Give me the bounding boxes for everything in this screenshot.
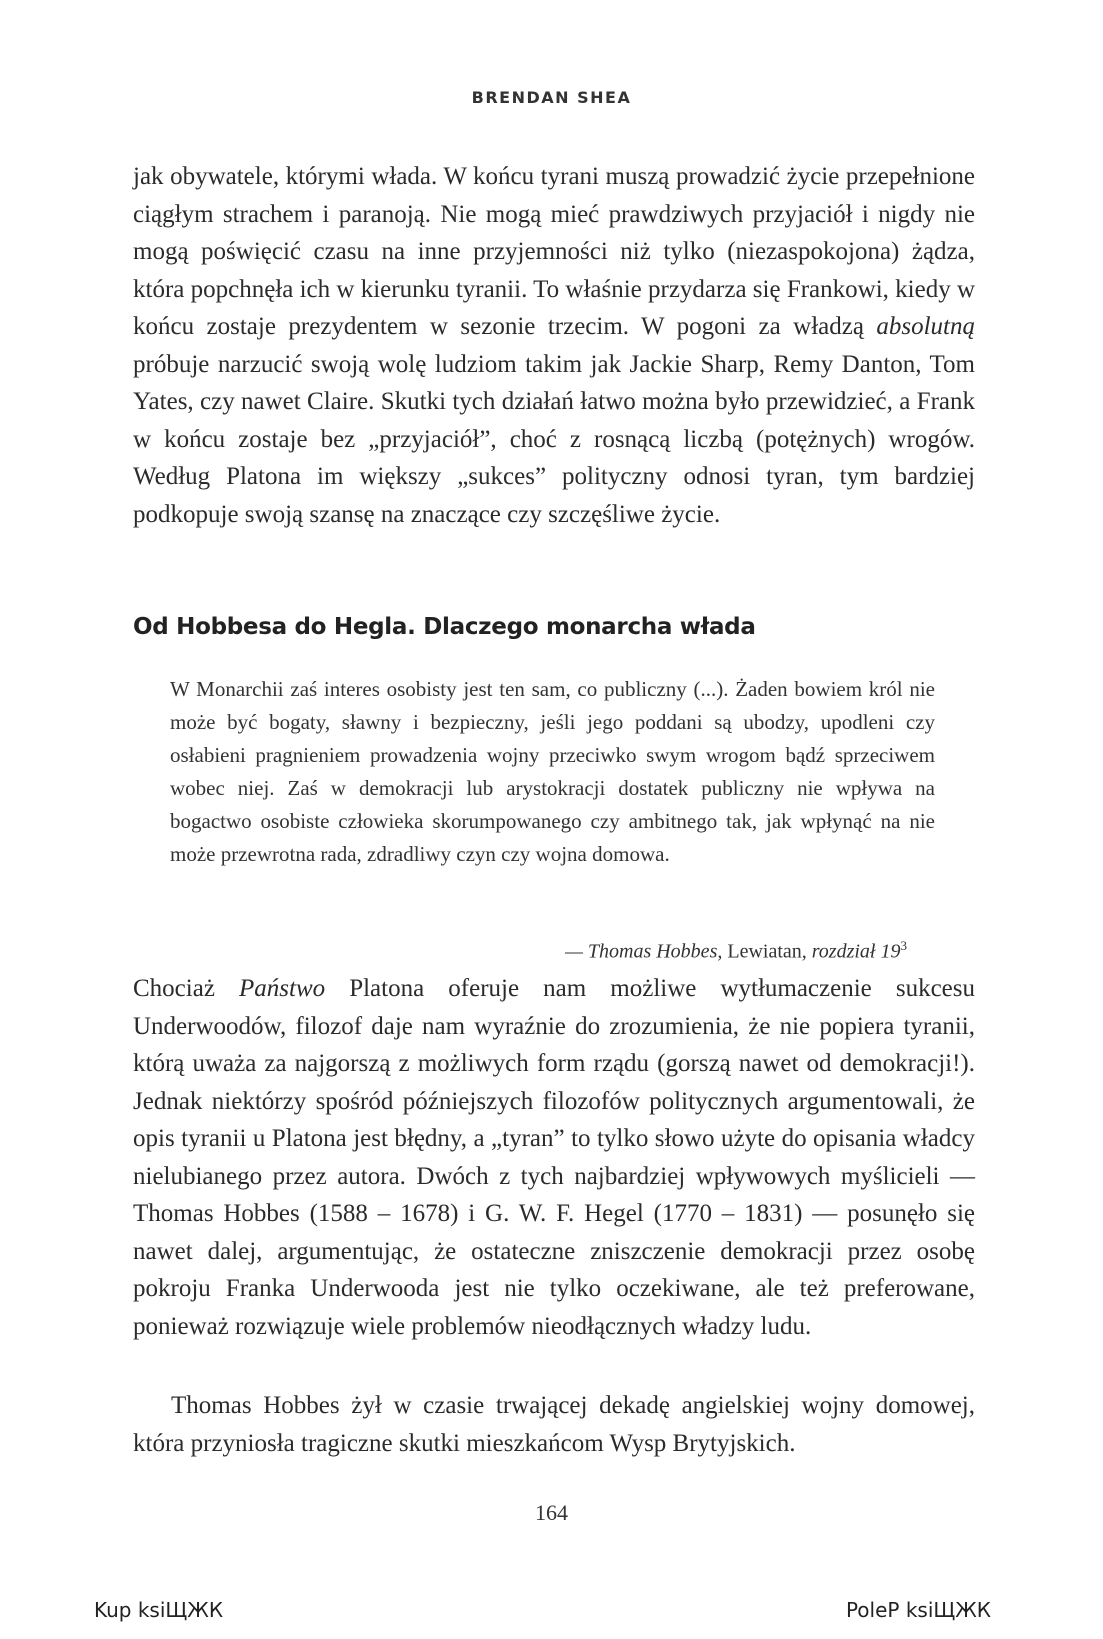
quote-attribution — [565, 938, 907, 964]
block-quote — [170, 673, 935, 871]
body-paragraph-3 — [133, 1387, 975, 1462]
recommend-book-link[interactable]: PoleP ksiЩЖК — [845, 1598, 991, 1622]
attribution-chapter: , rozdział 19 — [801, 940, 901, 963]
paragraph-text-continued: próbuje narzucić swoją wolę ludziom takim jak Jackie Sharp, Remy Danton, Tom Yates, czy nawet Claire. Skutki tych działań łatwo można było przewidzieć, a Frank w końcu zostaje bez „przyjaciół”, choć z rosnącą liczbą (potężnych) wrogów. Według Platona im większy „sukces” polityczny odnosi tyran, tym bardziej podkopuje swoją szansę na znaczące czy szczęśliwe życie. — [133, 350, 975, 528]
attribution-work: Lewiatan — [727, 940, 802, 963]
emphasis-text: absolutną — [876, 313, 975, 340]
paragraph-text-continued: Platona oferuje nam możliwe wytłumaczenie sukcesu Underwoodów, filozof daje nam wyraźnie do zrozumienia, że nie popiera tyranii, którą uważa za najgorszą z możliwych form rządu (gorszą nawet od demokracji!). Jednak niektórzy spośród późniejszych filozofów politycznych argumentowali, że opis tyranii u Platona jest błędny, a „tyran” to tylko słowo użyte do opisania władcy nielubianego przez autora. Dwóch z tych najbardziej wpływowych myślicieli — Thomas Hobbes (1588 – 1678) i G. W. F. Hegel (1770 – 1831) — posunęło się nawet dalej, argumentując, że ostateczne zniszczenie demokracji przez osobę pokroju Franka Underwooda jest nie tylko oczekiwane, ale też preferowane, ponieważ rozwiązuje wiele problemów nieodłącznych władzy ludu. — [133, 975, 975, 1340]
running-head: BRENDAN SHEA — [471, 88, 632, 107]
buy-book-link[interactable]: Kup ksiЩЖК — [94, 1598, 224, 1622]
body-paragraph-2 — [133, 970, 975, 1345]
section-heading: Od Hobbesa do Hegla. Dlaczego monarcha włada — [133, 614, 756, 640]
body-paragraph-1 — [133, 158, 975, 533]
paragraph-text: Thomas Hobbes żył w czasie trwającej dekadę angielskiej wojny domowej, która przyniosła tragiczne skutki mieszkańcom Wysp Brytyjskich. — [133, 1392, 975, 1457]
emphasis-text: Państwo — [239, 975, 326, 1002]
footnote-marker: 3 — [900, 938, 907, 953]
page-number: 164 — [535, 1500, 568, 1525]
attribution-author: — Thomas Hobbes, — [565, 940, 723, 963]
quote-text: W Monarchii zaś interes osobisty jest ten sam, co publiczny (...). Żaden bowiem król nie może być bogaty, sławny i bezpieczny, jeśli jego poddani są ubodzy, upodleni czy osłabieni pragnieniem prowadzenia wojny przeciwko swym wrogom bądź sprzeciwem wobec niej. Zaś w demokracji lub arystokracji dostatek publiczny nie wpływa na bogactwo osobiste człowieka skorumpowanego czy ambitnego tak, jak wpłynąć na nie może przewrotna rada, zdradliwy czyn czy wojna domowa. — [170, 677, 935, 866]
paragraph-text: Chociaż — [133, 975, 239, 1002]
paragraph-text: jak obywatele, którymi włada. W końcu tyrani muszą prowadzić życie przepełnione ciągłym strachem i paranoją. Nie mogą mieć prawdziwych przyjaciół i nigdy nie mogą poświęcić czasu na inne przyjemności niż tylko (niezaspokojona) żądza, która popchnęła ich w kierunku tyranii. To właśnie przydarza się Frankowi, kiedy w końcu zostaje prezydentem w sezonie trzecim. W pogoni za władzą — [133, 163, 975, 340]
